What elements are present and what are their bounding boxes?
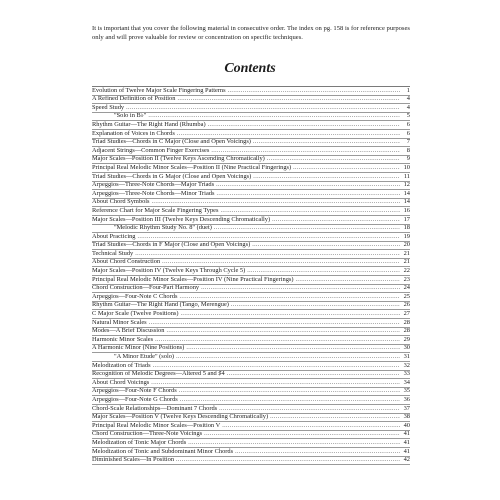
toc-entry-title: Chord-Scale Relationships—Dominant 7 Chords xyxy=(92,404,218,412)
toc-entry-title: Reference Chart for Major Scale Fingering Types xyxy=(92,207,219,214)
toc-entry-page-number: 31 xyxy=(403,353,410,360)
toc-entry-page-number: 34 xyxy=(403,379,410,386)
toc-entry-page-number: 28 xyxy=(403,327,410,335)
toc-entry-page-number: 9 xyxy=(406,155,410,163)
toc-entry[interactable] xyxy=(92,353,410,362)
toc-entry[interactable] xyxy=(92,216,410,225)
toc-entry[interactable] xyxy=(92,379,410,388)
toc-entry[interactable] xyxy=(92,422,410,431)
toc-dot-leader xyxy=(228,87,400,95)
toc-entry-page-number: 38 xyxy=(403,413,410,421)
toc-entry-title: Melodization of Triads xyxy=(92,362,151,369)
toc-dot-leader xyxy=(181,310,400,318)
toc-entry-page-number: 26 xyxy=(403,301,410,309)
toc-dot-leader xyxy=(219,405,400,413)
toc-entry-title: About Practicing xyxy=(92,233,136,240)
toc-entry-title: Rhythm Guitar—The Right Hand (Rhumba) xyxy=(92,121,206,128)
toc-dot-leader xyxy=(137,233,400,241)
toc-dot-leader xyxy=(216,190,400,198)
toc-entry-title: Evolution of Twelve Major Scale Fingering Patterns xyxy=(92,87,226,94)
toc-dot-leader xyxy=(152,199,400,207)
toc-dot-leader xyxy=(186,345,400,353)
toc-entry[interactable] xyxy=(92,293,410,302)
toc-dot-leader xyxy=(222,422,400,430)
toc-entry-page-number: 41 xyxy=(403,447,410,455)
toc-entry-title: Triad Studies—Chords in C Major (Close and Open Voicings) xyxy=(92,138,251,146)
toc-dot-leader xyxy=(179,293,400,301)
toc-entry[interactable] xyxy=(92,147,410,156)
toc-entry[interactable] xyxy=(92,319,410,328)
toc-dot-leader xyxy=(208,121,400,129)
toc-entry-title: Major Scales—Position III (Twelve Keys Descending Chromatically) xyxy=(92,215,271,223)
toc-entry[interactable] xyxy=(92,457,410,466)
toc-dot-leader xyxy=(149,319,400,327)
intro-paragraph: It is important that you cover the following material in consecutive order. The index on pg. 158 is for reference purposes only and will prove valuable for review or concentration on specific techniques. xyxy=(92,25,410,41)
toc-entry[interactable] xyxy=(92,104,410,113)
toc-entry-title: Melodization of Tonic Major Chords xyxy=(92,439,187,446)
toc-entry-title: About Chord Construction xyxy=(92,258,161,266)
toc-entry-page-number: 4 xyxy=(406,95,410,103)
toc-dot-leader xyxy=(201,285,400,293)
toc-entry-page-number: 41 xyxy=(403,430,410,438)
toc-entry-page-number: 36 xyxy=(403,396,410,403)
toc-entry-page-number: 25 xyxy=(403,293,410,300)
toc-entry-page-number: 40 xyxy=(403,422,410,429)
toc-dot-leader xyxy=(153,362,400,370)
toc-entry-page-number: 20 xyxy=(403,241,410,249)
toc-entry[interactable] xyxy=(92,96,410,105)
toc-entry[interactable] xyxy=(92,405,410,414)
toc-entry-page-number: 6 xyxy=(406,121,410,128)
toc-entry-page-number: 5 xyxy=(406,112,410,120)
toc-entry-page-number: 42 xyxy=(403,456,410,464)
toc-entry-title: Adjacent Strings—Common Finger Exercises xyxy=(92,147,210,154)
toc-dot-leader xyxy=(296,276,400,284)
toc-entry-page-number: 24 xyxy=(403,284,410,292)
toc-entry-page-number: 21 xyxy=(403,258,410,266)
toc-dot-leader xyxy=(126,104,400,112)
toc-entry-page-number: 37 xyxy=(403,404,410,412)
toc-entry[interactable] xyxy=(92,207,410,216)
toc-dot-leader xyxy=(148,113,400,121)
toc-entry-page-number: 28 xyxy=(403,319,410,326)
toc-entry[interactable] xyxy=(92,242,410,251)
toc-entry[interactable] xyxy=(92,130,410,139)
toc-entry-page-number: 1 xyxy=(406,87,410,94)
toc-entry-page-number: 12 xyxy=(403,181,410,189)
toc-entry[interactable] xyxy=(92,173,410,182)
toc-entry-title: "A Minor Etude" (solo) xyxy=(114,353,175,360)
toc-entry[interactable] xyxy=(92,121,410,130)
toc-entry[interactable] xyxy=(92,302,410,311)
toc-entry[interactable] xyxy=(92,199,410,208)
toc-entry-title: Speed Study xyxy=(92,104,125,111)
toc-entry[interactable] xyxy=(92,328,410,337)
toc-entry-title: Melodization of Tonic and Subdominant Minor Chords xyxy=(92,447,234,455)
toc-entry-title: Major Scales—Position V (Twelve Keys Descending Chromatically) xyxy=(92,413,269,421)
toc-dot-leader xyxy=(155,336,400,344)
toc-dot-leader xyxy=(227,371,400,379)
toc-entry[interactable] xyxy=(92,139,410,148)
toc-entry-title: Harmonic Minor Scales xyxy=(92,336,154,343)
toc-dot-leader xyxy=(177,130,400,138)
toc-entry-title: About Chord Symbols xyxy=(92,198,150,206)
toc-entry-title: Natural Minor Scales xyxy=(92,319,147,326)
toc-entry-page-number: 32 xyxy=(403,362,410,369)
toc-entry-title: Principal Real Melodic Minor Scales—Position IV (Nine Practical Fingerings) xyxy=(92,276,294,283)
toc-entry-page-number: 10 xyxy=(403,164,410,171)
toc-entry[interactable] xyxy=(92,285,410,294)
toc-entry[interactable] xyxy=(92,250,410,259)
toc-entry[interactable] xyxy=(92,345,410,354)
toc-entry-title: Triad Studies—Chords in F Major (Close and Open Voicings) xyxy=(92,241,251,249)
toc-entry-title: "Solo in B♭" xyxy=(114,112,147,120)
toc-entry-page-number: 6 xyxy=(406,129,410,137)
toc-entry-title: A Harmonic Minor (Nine Positions) xyxy=(92,344,185,352)
toc-entry[interactable] xyxy=(92,439,410,448)
toc-dot-leader xyxy=(177,96,400,104)
toc-dot-leader xyxy=(188,439,400,447)
toc-entry[interactable] xyxy=(92,336,410,345)
toc-entry-page-number: 22 xyxy=(403,267,410,275)
toc-entry-page-number: 27 xyxy=(403,310,410,318)
toc-entry[interactable] xyxy=(92,113,410,122)
toc-entry-page-number: 35 xyxy=(403,387,410,395)
toc-dot-leader xyxy=(221,207,401,215)
toc-dot-leader xyxy=(176,353,400,361)
toc-entry-page-number: 11 xyxy=(403,172,410,180)
toc-dot-leader xyxy=(235,448,400,456)
toc-entry[interactable] xyxy=(92,156,410,165)
toc-entry-page-number: 33 xyxy=(403,370,410,378)
toc-dot-leader xyxy=(293,164,400,172)
toc-entry-title: Recognition of Melodic Degrees—Altered 5 and ♯4 xyxy=(92,370,225,378)
toc-entry[interactable] xyxy=(92,233,410,242)
toc-entry-title: Technical Study xyxy=(92,250,134,257)
toc-entry-title: Arpeggios—Three-Note Chords—Minor Triads xyxy=(92,190,215,197)
toc-entry[interactable] xyxy=(92,362,410,371)
toc-entry-title: Arpeggios—Four-Note F Chords xyxy=(92,387,177,395)
toc-entry-title: Modes—A Brief Discussion xyxy=(92,327,165,335)
toc-entry-title: Arpeggios—Four-Note G Chords xyxy=(92,396,178,403)
toc-entry-title: Explanation of Voices in Chords xyxy=(92,129,175,137)
toc-entry-title: Principal Real Melodic Minor Scales—Position II (Nine Practical Fingerings) xyxy=(92,164,292,171)
toc-entry-title: Rhythm Guitar—The Right Hand (Tango, Merengue) xyxy=(92,301,229,309)
toc-entry-title: Principal Real Melodic Minor Scales—Position V xyxy=(92,422,221,429)
toc-entry-page-number: 21 xyxy=(403,250,410,257)
toc-dot-leader xyxy=(135,250,400,258)
toc-entry-page-number: 8 xyxy=(406,147,410,154)
toc-entry-title: Arpeggios—Four-Note C Chords xyxy=(92,293,178,300)
toc-entry-title: About Chord Voicings xyxy=(92,379,150,386)
toc-dot-leader xyxy=(151,379,400,387)
toc-dot-leader xyxy=(204,431,400,439)
toc-dot-leader xyxy=(253,139,400,147)
toc-entry-title: A Refined Definition of Position xyxy=(92,95,176,103)
toc-entry-page-number: 14 xyxy=(403,190,410,197)
toc-entry-page-number: 7 xyxy=(406,138,410,146)
toc-entry[interactable] xyxy=(92,431,410,440)
toc-dot-leader xyxy=(180,396,400,404)
toc-dot-leader xyxy=(162,259,400,267)
toc-dot-leader xyxy=(253,173,400,181)
toc-entry[interactable] xyxy=(92,396,410,405)
toc-entry-title: Major Scales—Position II (Twelve Keys Ascending Chromatically) xyxy=(92,155,265,163)
toc-entry[interactable] xyxy=(92,310,410,319)
toc-dot-leader xyxy=(252,242,400,250)
toc-entry-page-number: 29 xyxy=(403,336,410,343)
toc-entry-page-number: 30 xyxy=(403,344,410,352)
toc-entry[interactable] xyxy=(92,259,410,268)
toc-dot-leader xyxy=(247,267,400,275)
toc-entry-title: Arpeggios—Three-Note Chords—Major Triads xyxy=(92,181,215,189)
toc-entry-page-number: 23 xyxy=(403,276,410,283)
toc-entry-title: Triad Studies—Chords in G Major (Close and Open Voicings) xyxy=(92,172,252,180)
toc-entry[interactable] xyxy=(92,267,410,276)
toc-entry[interactable] xyxy=(92,182,410,191)
toc-entry-page-number: 18 xyxy=(403,224,410,232)
toc-dot-leader xyxy=(270,414,400,422)
toc-entry-page-number: 4 xyxy=(406,104,410,111)
toc-dot-leader xyxy=(267,156,400,164)
toc-entry-page-number: 14 xyxy=(403,198,410,206)
toc-dot-leader xyxy=(272,216,400,224)
toc-entry-page-number: 17 xyxy=(403,215,410,223)
toc-entry-title: C Major Scale (Twelve Positions) xyxy=(92,310,179,318)
toc-dot-leader xyxy=(214,225,400,233)
toc-entry[interactable] xyxy=(92,276,410,285)
toc-entry[interactable] xyxy=(92,87,410,96)
toc-entry-page-number: 19 xyxy=(403,233,410,240)
toc-entry-title: Chord Construction—Four-Part Harmony xyxy=(92,284,200,292)
toc-entry[interactable] xyxy=(92,190,410,199)
toc-entry[interactable] xyxy=(92,371,410,380)
toc-entry[interactable] xyxy=(92,388,410,397)
toc-entry-title: Chord Construction—Three-Note Voicings xyxy=(92,430,203,438)
contents-heading: Contents xyxy=(224,61,276,76)
toc-entry[interactable] xyxy=(92,414,410,423)
toc-dot-leader xyxy=(216,182,400,190)
toc-dot-leader xyxy=(231,302,400,310)
toc-entry[interactable] xyxy=(92,164,410,173)
table-of-contents xyxy=(92,86,410,465)
toc-entry-page-number: 41 xyxy=(403,439,410,446)
toc-dot-leader xyxy=(166,328,400,336)
toc-dot-leader xyxy=(179,388,400,396)
toc-dot-leader xyxy=(176,457,400,465)
toc-dot-leader xyxy=(211,147,400,155)
toc-entry-title: Diminished Scales—In Position xyxy=(92,456,175,464)
toc-entry[interactable] xyxy=(92,225,410,234)
toc-entry-page-number: 16 xyxy=(403,207,410,214)
toc-entry-title: "Melodic Rhythm Study No. 8" (duet) xyxy=(114,224,212,232)
toc-entry-title: Major Scales—Position IV (Twelve Keys Through Cycle 5) xyxy=(92,267,246,275)
toc-entry[interactable] xyxy=(92,448,410,457)
